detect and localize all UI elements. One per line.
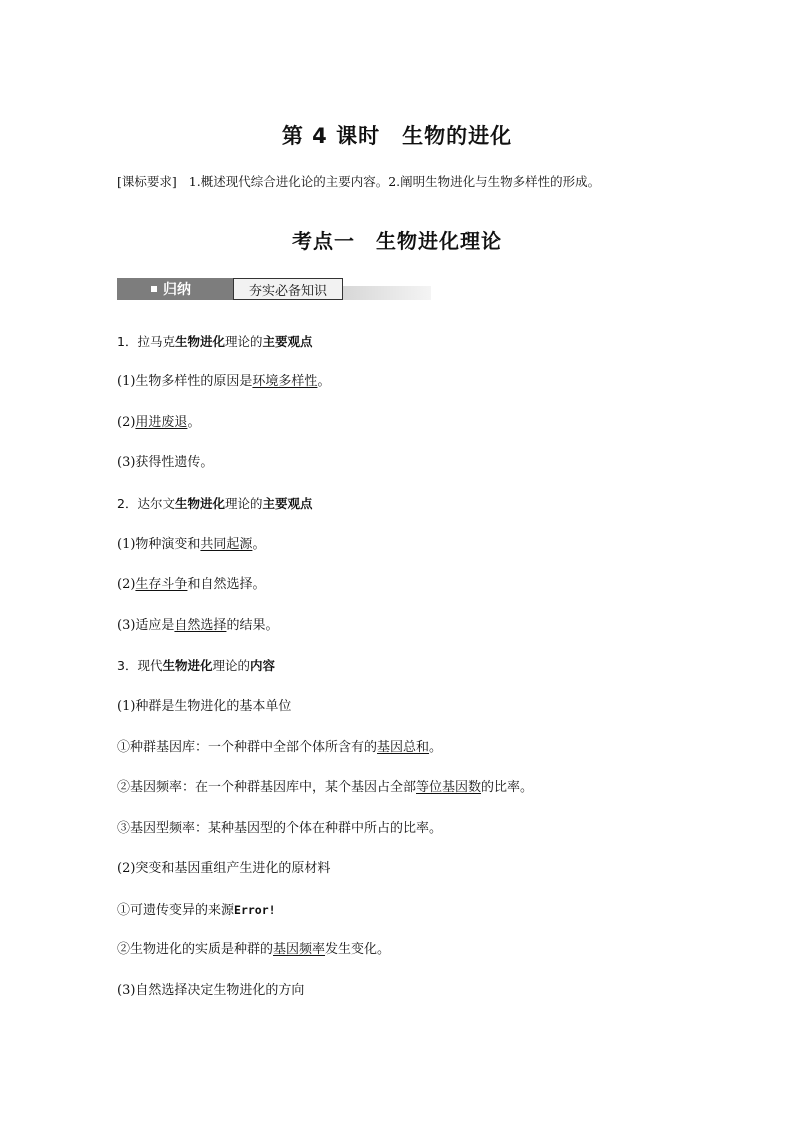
underlined-answer: 基因总和 xyxy=(377,740,430,755)
heading-part: 达尔文 xyxy=(137,496,175,511)
text: 的比率。 xyxy=(481,780,534,795)
heading-part-bold: 生物进化 xyxy=(174,334,225,349)
text: (1)生物多样性的原因是 xyxy=(117,374,253,389)
text: 。 xyxy=(317,374,331,389)
lesson-title: 第 4 课时 生物的进化 xyxy=(281,124,513,148)
list-item xyxy=(117,697,291,717)
text: (3)适应是 xyxy=(117,618,175,633)
heading-part: 理论的 xyxy=(212,658,250,673)
list-item xyxy=(117,575,265,595)
heading-part: 拉马克 xyxy=(137,334,175,349)
heading-part-bold: 主要观点 xyxy=(262,334,313,349)
heading-part-bold: 主要观点 xyxy=(262,496,313,511)
text: 。 xyxy=(187,415,201,430)
heading-part-bold: 生物进化 xyxy=(174,496,225,511)
heading-part-bold: 内容 xyxy=(250,658,276,673)
banner-right-label: 夯实必备知识 xyxy=(233,278,343,300)
text: 的结果。 xyxy=(226,618,279,633)
text: ①种群基因库：一个种群中全部个体所含有的 xyxy=(117,740,378,755)
heading-part: 理论的 xyxy=(224,496,263,511)
text: 。 xyxy=(429,740,443,755)
text: ②生物进化的实质是种群的 xyxy=(117,942,274,957)
text: ③基因型频率：某种基因型的个体在种群中所占的比率。 xyxy=(117,821,443,836)
text: (2)突变和基因重组产生进化的原材料 xyxy=(117,861,331,876)
error-placeholder: Error! xyxy=(234,903,276,917)
heading-lamarck xyxy=(117,332,313,352)
underlined-answer: 等位基因数 xyxy=(416,780,482,795)
heading-number: 1． xyxy=(117,334,138,349)
heading-part: 现代 xyxy=(137,658,163,673)
underlined-answer: 自然选择 xyxy=(174,618,227,633)
list-item xyxy=(117,859,330,879)
text: (3)获得性遗传。 xyxy=(117,455,214,470)
heading-part-bold: 生物进化 xyxy=(162,658,213,673)
list-item xyxy=(117,535,265,555)
list-item xyxy=(117,819,442,839)
list-item xyxy=(117,616,278,636)
underlined-answer: 共同起源 xyxy=(200,537,253,552)
text: ①可遗传变异的来源 xyxy=(117,903,235,918)
underlined-answer: 生存斗争 xyxy=(135,577,188,592)
section-title: 考点一 生物进化理论 xyxy=(292,229,502,253)
heading-number: 3． xyxy=(117,658,138,673)
underlined-answer: 环境多样性 xyxy=(252,374,318,389)
summary-banner xyxy=(117,278,431,300)
text: (1)物种演变和 xyxy=(117,537,201,552)
requirement-text: 1.概述现代综合进化论的主要内容。2.阐明生物进化与生物多样性的形成。 xyxy=(188,174,601,189)
list-item xyxy=(117,372,330,392)
list-item xyxy=(117,900,276,921)
list-item xyxy=(117,778,533,798)
text: 。 xyxy=(252,537,266,552)
heading-number: 2． xyxy=(117,496,138,511)
text: 和自然选择。 xyxy=(187,577,266,592)
banner-fade xyxy=(343,286,431,300)
list-item xyxy=(117,453,213,473)
text: 发生变化。 xyxy=(325,942,391,957)
heading-part: 理论的 xyxy=(224,334,263,349)
list-item xyxy=(117,413,200,433)
banner-left xyxy=(117,278,233,300)
list-item xyxy=(117,981,304,1001)
underlined-answer: 基因频率 xyxy=(273,942,326,957)
list-item xyxy=(117,738,442,758)
heading-modern xyxy=(117,656,275,676)
text: (2) xyxy=(117,415,136,430)
text: ②基因频率：在一个种群基因库中，某个基因占全部 xyxy=(117,780,417,795)
list-item xyxy=(117,940,390,960)
banner-left-label: 归纳 xyxy=(163,282,191,298)
curriculum-requirement xyxy=(117,172,717,190)
square-bullet-icon xyxy=(151,286,157,292)
requirement-tag: [课标要求] xyxy=(117,174,177,189)
underlined-answer: 用进废退 xyxy=(135,415,188,430)
text: (2) xyxy=(117,577,136,592)
text: (1)种群是生物进化的基本单位 xyxy=(117,699,292,714)
heading-darwin xyxy=(117,494,313,514)
text: (3)自然选择决定生物进化的方向 xyxy=(117,983,305,998)
